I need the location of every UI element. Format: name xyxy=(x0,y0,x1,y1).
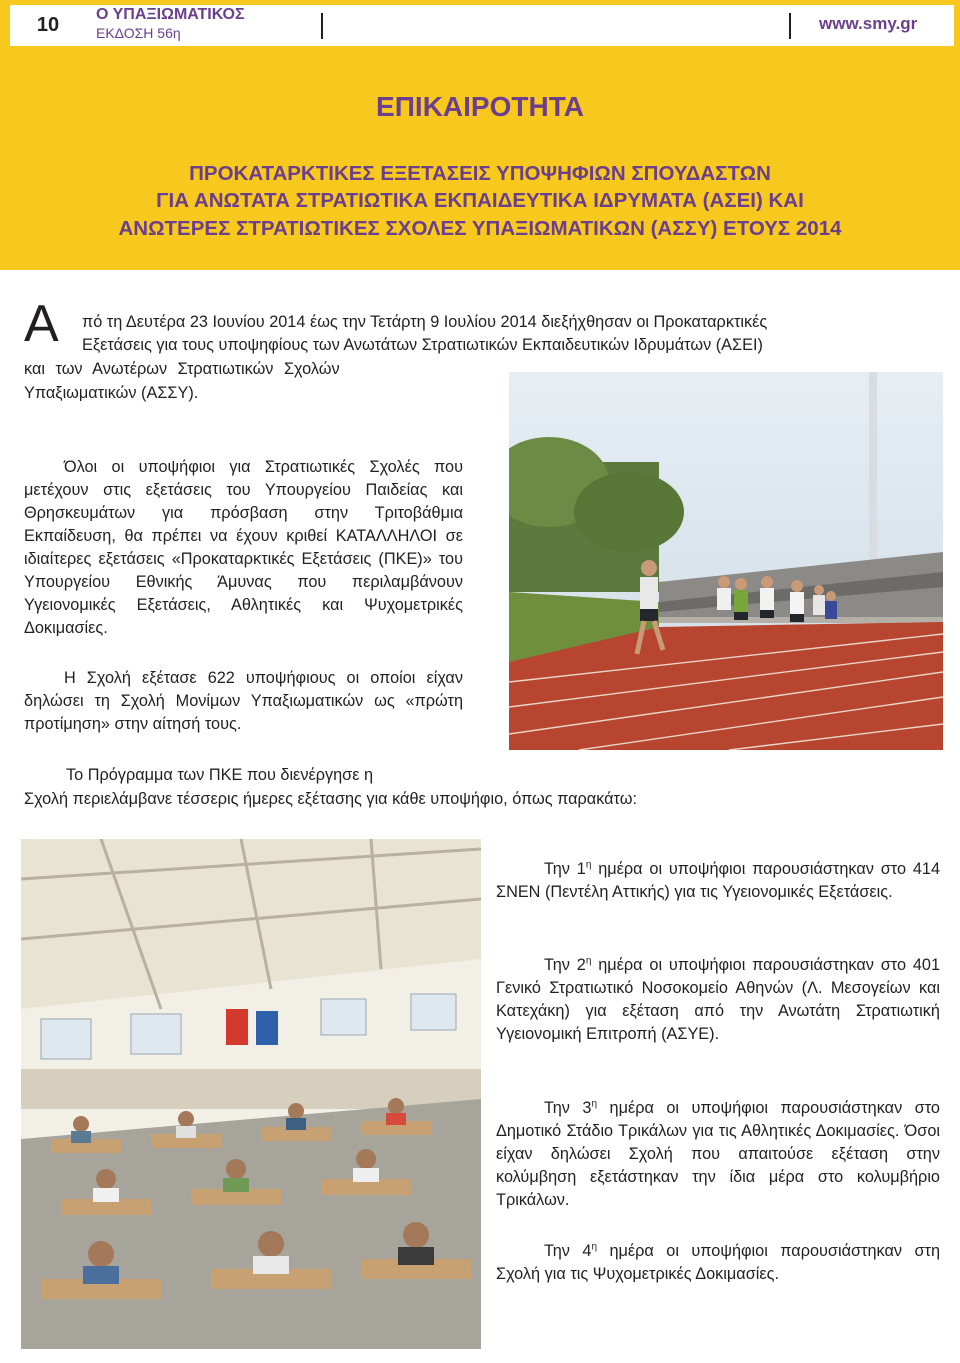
day-2-item xyxy=(496,954,940,1046)
magazine-title: Ο ΥΠΑΞΙΩΜΑΤΙΚΟΣ xyxy=(96,6,245,23)
paragraph-school-count: Η Σχολή εξέτασε 622 υποψήφιους οι οποίοι είχαν δηλώσει τη Σχολή Μονίμων Υπαξιωματικών ως «πρώτη προτίμηση» στην αίτησή τους. xyxy=(24,669,463,733)
page-number-box xyxy=(10,5,86,46)
day-1-suffix: η xyxy=(585,859,592,871)
section-title: ΕΠΙΚΑΙΡΟΤΗΤΑ xyxy=(376,91,584,122)
intro-line: Εξετάσεις για τους υποψηφίους των Ανωτάτων Στρατιωτικών Εκπαιδευτικών Ιδρυμάτων (ΑΣΕΙ) xyxy=(82,336,763,354)
day-1-text: ημέρα οι υποψήφιοι παρουσιάστηκαν στο 414 ΣΝΕΝ (Πεντέλη Αττικής) για τις Υγειονομικές Εξετάσεις. xyxy=(496,860,940,901)
day-3-ordinal: Την 3 xyxy=(544,1099,592,1117)
day-4-item xyxy=(496,1240,940,1286)
program-line: Σχολή περιελάμβανε τέσσερις ήμερες εξέτασης για κάθε υποψήφιο, όπως παρακάτω: xyxy=(24,790,637,808)
page-number: 10 xyxy=(36,14,60,36)
day-3-item xyxy=(496,1097,940,1212)
day-3-text: ημέρα οι υποψήφιοι παρουσιάστηκαν στο Δημοτικό Στάδιο Τρικάλων για τις Αθλητικές Δοκιμασίες. Όσοι είχαν δηλώσει Σχολή που απαιτούσε εξέταση στην κολύμβηση εξετάστηκαν την ίδια μέρα στο κολυμβήριο Τρικάλων. xyxy=(496,1099,940,1209)
day-3-suffix: η xyxy=(591,1098,598,1110)
headline-line: ΓΙΑ ΑΝΩΤΑΤΑ ΣΤΡΑΤΙΩΤΙΚΑ ΕΚΠΑΙΔΕΥΤΙΚΑ ΙΔΡΥΜΑΤΑ (ΑΣΕΙ) ΚΑΙ xyxy=(156,189,804,212)
exam-hall-illustration xyxy=(21,839,481,1349)
day-2-suffix: η xyxy=(585,955,592,967)
header-divider xyxy=(789,13,791,39)
day-2-ordinal: Την 2 xyxy=(544,956,586,974)
day-1-ordinal: Την 1 xyxy=(544,860,586,878)
intro-line: Υπαξιωματικών (ΑΣΣΥ). xyxy=(24,384,199,402)
stadium-photo-illustration xyxy=(509,372,943,750)
website-link[interactable]: www.smy.gr xyxy=(819,14,918,33)
day-4-ordinal: Την 4 xyxy=(544,1242,592,1260)
paragraph-candidates: Όλοι οι υποψήφιοι για Στρατιωτικές Σχολές που μετέχουν στις εξετάσεις του Υπουργείου Παιδείας και Θρησκευμάτων για πρόσβαση στην Τριτοβάθμια Εκπαίδευση, θα πρέπει να έχουν κριθεί ΚΑΤΑΛΛΗΛΟΙ σε ιδιαίτερες εξετάσεις «Προκαταρκτικές Εξετάσεις (ΠΚΕ)» του Υπουργείου Εθνικής Άμυνας που περιλαμβάνουν Υγειονομικές Εξετάσεις, Αθλητικές και Ψυχομετρικές Δοκιμασίες. xyxy=(24,458,463,637)
day-1-item xyxy=(496,858,940,904)
exam-hall-photo xyxy=(21,839,481,1349)
drop-cap: Α xyxy=(24,295,59,353)
header-divider xyxy=(321,13,323,39)
day-2-text: ημέρα οι υποψήφιοι παρουσιάστηκαν στο 401 Γενικό Στρατιωτικό Νοσοκομείο Αθηνών (Λ. Μεσογείων και Κατεχάκη) για εξέταση από την Ανωτάτη Στρατιωτική Υγειονομική Επιτροπή (ΑΣΥΕ). xyxy=(496,956,940,1043)
day-4-text: ημέρα οι υποψήφιοι παρουσιάστηκαν στη Σχολή για τις Ψυχομετρικές Δοκιμασίες. xyxy=(496,1242,941,1283)
stadium-running-photo xyxy=(509,372,943,750)
day-4-suffix: η xyxy=(591,1241,598,1253)
headline-line: ΑΝΩΤΕΡΕΣ ΣΤΡΑΤΙΩΤΙΚΕΣ ΣΧΟΛΕΣ ΥΠΑΞΙΩΜΑΤΙΚΩΝ (ΑΣΣΥ) ΕΤΟΥΣ 2014 xyxy=(118,217,842,240)
program-line: Το Πρόγραμμα των ΠΚΕ που διενέργησε η xyxy=(66,766,374,784)
headline-line: ΠΡΟΚΑΤΑΡΚΤΙΚΕΣ ΕΞΕΤΑΣΕΙΣ ΥΠΟΨΗΦΙΩΝ ΣΠΟΥΔΑΣΤΩΝ xyxy=(189,162,771,185)
intro-line: πό τη Δευτέρα 23 Ιουνίου 2014 έως την Τετάρτη 9 Ιουλίου 2014 διεξήχθησαν οι Προκαταρκτικές xyxy=(82,313,768,331)
intro-line: και των Ανωτέρων Στρατιωτικών Σχολών xyxy=(24,360,340,378)
issue-label: ΕΚΔΟΣΗ 56η xyxy=(96,25,181,41)
